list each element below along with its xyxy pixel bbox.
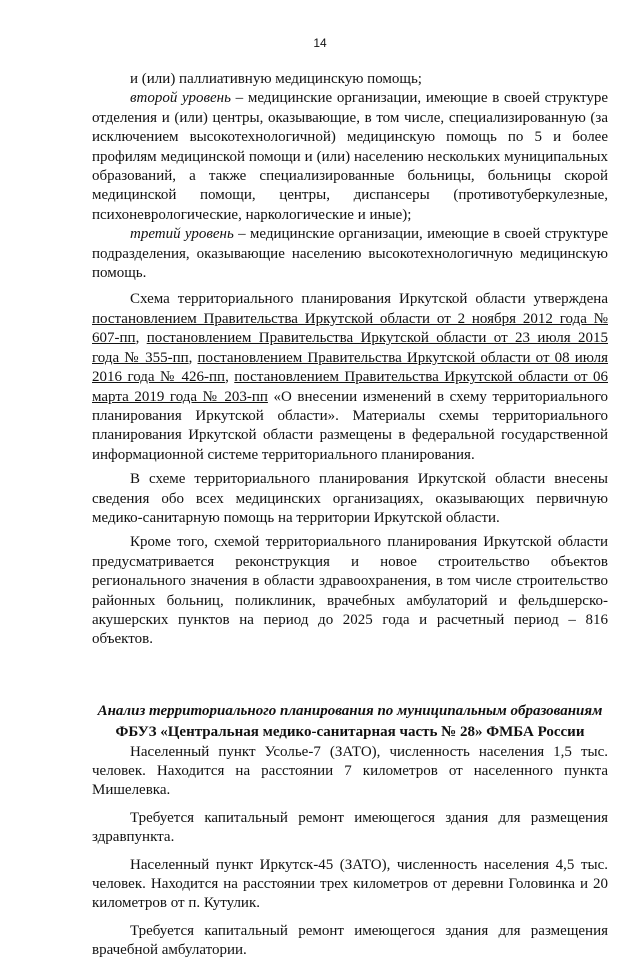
planning-scheme-text-a: Схема территориального планирования Иркутской области утверждена — [130, 291, 608, 308]
organization-title: ФБУЗ «Центральная медико-санитарная часть № 28» ФМБА России — [115, 724, 585, 741]
paragraph-construction: Кроме того, схемой территориального планирования Иркутской области предусматривается реконструкция и новое строительство объектов регионального значения в области здравоохранения, в том числе строительство районных больниц, поликлиник, врачебных амбулаторий и фельдшерско-акушерских пунктов на период до 2025 года и расчетный период – 816 объектов. — [92, 534, 608, 648]
planning-scheme-sep-3: , — [225, 369, 235, 386]
link-resolution-607[interactable]: постановлением Правительства Иркутской области от 2 ноября 2012 года № 607-пп — [92, 310, 608, 347]
section-heading: Анализ территориального планирования по муниципальным образованиям — [97, 702, 603, 719]
link-resolution-203[interactable]: постановлением Правительства Иркутской области от 06 марта 2019 года № 203-пп — [92, 369, 608, 405]
planning-scheme-sep-1: , — [135, 330, 147, 347]
third-level-text: – медицинские организации, имеющие в своей структуре подразделения, оказывающие населению высокотехнологичную медицинскую помощь. — [92, 226, 608, 282]
term-third-level: третий уровень — [130, 226, 234, 243]
second-level-text: – медицинские организации, имеющие в своей структуре отделения и (или) центры, оказывающие, в том числе, специализированную (за исключением высокотехнологичной) медицинскую помощь по 5 и более профилям медицинской помощи и (или) населению нескольких муниципальных образований, а также специализированные больницы, больницы скорой медицинской помощи, центры, диспансеры (противотуберкулезные, психоневрологические, наркологические и иные); — [92, 90, 608, 223]
paragraph-irkutsk-45-repair: Требуется капитальный ремонт имеющегося здания для размещения врачебной амбулатории. — [92, 922, 608, 959]
paragraph-usolye: Населенный пункт Усолье-7 (ЗАТО), численность населения 1,5 тыс. человек. Находится на расстоянии 7 километров от населенного пункта Мишелевка. — [92, 743, 608, 799]
term-second-level: второй уровень — [130, 90, 231, 107]
paragraph-medical-organizations: В схеме территориального планирования Иркутской области внесены сведения обо всех медицинских организациях, оказывающих первичную медико-санитарную помощь на территории Иркутской области. — [92, 471, 608, 526]
paragraph-third-level — [92, 225, 608, 283]
link-resolution-355[interactable]: постановлением Правительства Иркутской области от 23 июля 2015 года № 355-пп — [92, 330, 608, 366]
paragraph-usolye-repair: Требуется капитальный ремонт имеющегося здания для размещения здравпункта. — [92, 809, 608, 846]
link-resolution-426[interactable]: постановлением Правительства Иркутской области от 08 июля 2016 года № 426-пп — [92, 349, 609, 386]
planning-scheme-text-e: «О внесении изменений в схему территориального планирования Иркутской области». Материалы схемы территориального планирования Иркутской области размещены в федеральной государственной информационной системе территориального планирования. — [92, 388, 609, 463]
page-number: 14 — [313, 36, 327, 50]
paragraph-palliative: и (или) паллиативную медицинскую помощь; — [130, 71, 422, 87]
paragraph-irkutsk-45: Населенный пункт Иркутск-45 (ЗАТО), численность населения 4,5 тыс. человек. Находится на расстоянии трех километров от деревни Головинка и 20 километров от п. Кутулик. — [92, 856, 608, 912]
planning-scheme-sep-2: , — [188, 349, 198, 366]
paragraph-planning-scheme — [92, 290, 608, 465]
document-body — [92, 70, 608, 961]
paragraph-second-level — [92, 89, 608, 225]
